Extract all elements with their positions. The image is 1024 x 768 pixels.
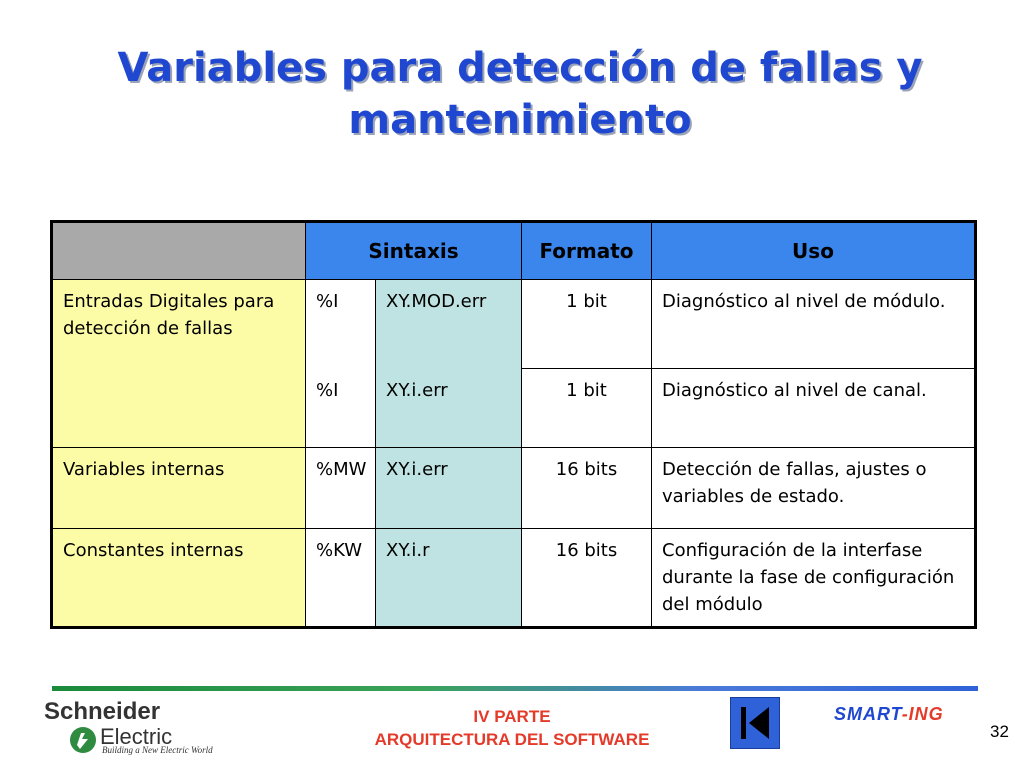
logo-company-sub: Electric bbox=[100, 724, 173, 749]
row-label-digital-inputs: Entradas Digitales para detección de fallas bbox=[52, 280, 306, 448]
syntax-address: XY.i.err bbox=[376, 448, 522, 529]
header-format: Formato bbox=[522, 222, 652, 280]
syntax-symbol: %I bbox=[306, 369, 376, 448]
page-number: 32 bbox=[990, 722, 1009, 741]
brand-part-b: -ING bbox=[901, 704, 944, 724]
row-label-internal-constants: Constantes internas bbox=[52, 529, 306, 628]
logo-tagline: Building a New Electric World bbox=[102, 745, 213, 755]
use-cell: Diagnóstico al nivel de canal. bbox=[652, 369, 976, 448]
format-cell: 1 bit bbox=[522, 280, 652, 369]
use-cell: Diagnóstico al nivel de módulo. bbox=[652, 280, 976, 369]
use-cell: Configuración de la interfase durante la fase de configuración del módulo bbox=[652, 529, 976, 628]
header-syntax: Sintaxis bbox=[306, 222, 522, 280]
header-corner bbox=[52, 222, 306, 280]
row-label-internal-variables: Variables internas bbox=[52, 448, 306, 529]
schneider-mark-icon bbox=[68, 725, 98, 755]
schneider-logo bbox=[40, 698, 250, 758]
section-line-2: ARQUITECTURA DEL SOFTWARE bbox=[374, 730, 650, 749]
table-header-row bbox=[52, 222, 976, 280]
format-cell: 16 bits bbox=[522, 529, 652, 628]
brand-part-a: SMART bbox=[834, 704, 902, 724]
syntax-address: XY.i.err bbox=[376, 369, 522, 448]
syntax-symbol: %MW bbox=[306, 448, 376, 529]
variables-table bbox=[50, 220, 977, 629]
table-row bbox=[52, 448, 976, 529]
syntax-address: XY.MOD.err bbox=[376, 280, 522, 369]
logo-company-name: Schneider bbox=[44, 698, 161, 725]
header-use: Uso bbox=[652, 222, 976, 280]
smart-ing-logo bbox=[834, 704, 944, 725]
syntax-address: XY.i.r bbox=[376, 529, 522, 628]
syntax-symbol: %I bbox=[306, 280, 376, 369]
format-cell: 16 bits bbox=[522, 448, 652, 529]
page-title: Variables para detección de fallas y mantenimiento bbox=[117, 45, 923, 143]
first-slide-icon bbox=[731, 698, 779, 748]
table-row bbox=[52, 529, 976, 628]
syntax-symbol: %KW bbox=[306, 529, 376, 628]
first-slide-button[interactable] bbox=[730, 697, 780, 749]
format-cell: 1 bit bbox=[522, 369, 652, 448]
table-row bbox=[52, 280, 976, 369]
footer-divider bbox=[52, 686, 978, 691]
section-line-1: IV PARTE bbox=[473, 707, 551, 726]
use-cell: Detección de fallas, ajustes o variables de estado. bbox=[652, 448, 976, 529]
section-label bbox=[340, 705, 684, 751]
